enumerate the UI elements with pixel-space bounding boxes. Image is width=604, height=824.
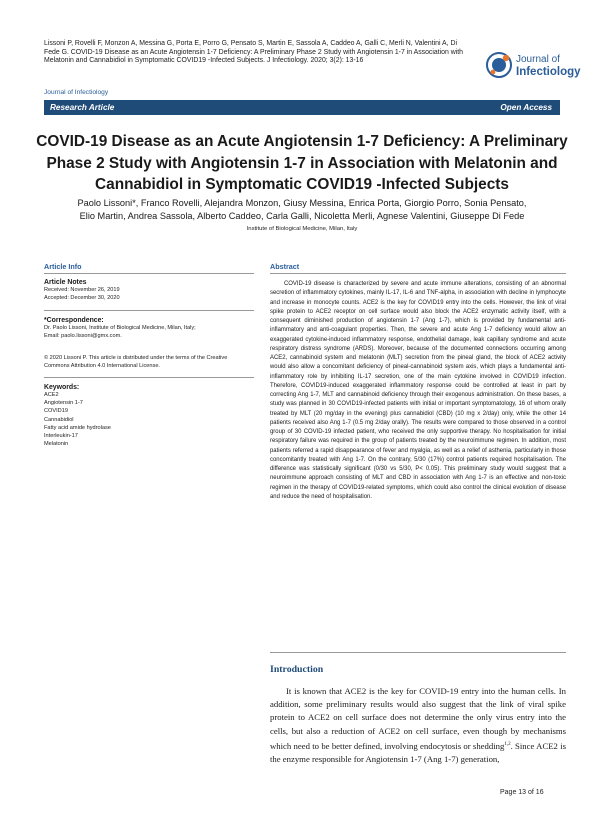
article-notes: [44, 279, 254, 302]
abstract-text: COVID-19 disease is characterized by severe and acute immune alterations, consisting of an abnormal secretion of inflammatory cytokines, mainly IL-17, IL-6 and TNF-alpha, in association with decline in lymphocyte and increase in monocyte counts. ACE2 is the key for COVID19 entry into the cells. However, the link of viral spike protein to ACE2 receptor on cell surface would also block the ACE2 enzymatic activity itself, with a consequent diminished production of angiotensin 1-7 (Ang 1-7), which is provided by fundamental anti-inflammatory and anti-coagulant properties. Then, the severe and acute Ang 1-7 deficiency would allow an exaggerated cytokine-induced inflammatory response, endothelial damage, leak capillary syndrome and acute respiratory distress syndrome (ARDS). Moreover, because of the documented connections occurring among ACE2, cannabinoid system and melatonin (MLT) secretion from the pineal gland, the block of ACE2 activity would also allow a concomitant deficiency of pineal-cannabinoid system axis, which plays a fundamental anti-inflammatory role by inhibiting IL-17 secretion, one of the main cytokine involved in COVID19 infection. Therefore, COVID19-induced exaggerated inflammatory response could be controlled at least in part by correcting Ang 1-7, MLT and cannabinoid deficiency through their exogenous administration. On these bases, a study was planned in 30 COVID19-infected patients with initial or important symptomatology, 16 of whom orally treated by MLT (20 mg/day in the evening) plus cannabidiol (CBD) (10 mg x 2/day) only, while the other 14 patients received also Ang 1-7 (0.5 mg 2/day orally). The results were compared to those observed in a control group of 30 COVID-19 infected patient, who received the only supportive therapy. No hospitalisation for initial respiratory failure was required in the group of patients treated by the neuroimmune regimen. In addition, most patients referred a rapid disappearance of fever and myalgia, as well as a relief of asthenia, particularly in those concomitantly treated with Ang 1-7. On the contrary, 5/30 (17%) control patients required hospitalisation. The difference was statistically significant (0/30 vs 5/30, P< 0.05). This preliminary study would suggest that a neuroimmune approach consisting of MLT and CBD in association with Ang 1-7 is an effective and non-toxic regimen in the therapy of COVID19-related symptoms, which could also control the clinical evolution of disease and reduce the need of hospitalisation.: [270, 281, 566, 500]
logo-line-1: Journal of: [516, 54, 560, 65]
keywords-heading: Keywords:: [44, 384, 80, 391]
keyword-item: Melatonin: [44, 441, 69, 448]
page-number: Page 13 of 16: [500, 789, 544, 796]
access-label: Open Access: [500, 103, 552, 112]
keywords: [44, 384, 254, 448]
divider: [270, 652, 566, 653]
correspondence-email[interactable]: Email: paolo.lissoni@gmx.com.: [44, 333, 122, 340]
author-line-2: Elio Martin, Andrea Sassola, Alberto Caddeo, Carla Galli, Nicoletta Merli, Agnese Valentini, Giuseppe Di Fede: [79, 211, 525, 221]
introduction-heading: Introduction: [270, 664, 324, 675]
article-notes-heading: Article Notes: [44, 279, 87, 286]
divider: [44, 273, 254, 274]
correspondence-address: Dr. Paolo Lissoni, Institute of Biological Medicine, Milan, Italy;: [44, 325, 196, 331]
article-type-banner: [44, 100, 560, 115]
divider: [270, 273, 566, 274]
introduction-text-part-2: . Since ACE2 is the enzyme responsible for Angiotensin 1-7 (Ang 1-7) generation,: [270, 740, 566, 764]
introduction-text-part-1: It is known that ACE2 is the key for COVID-19 entry into the human cells. In addition, some preliminary results would also suggest that the link of viral spike protein to ACE2 on cell surface does not determine the only virus entry into the cells, but also a reduction of ACE2 on cell surface, even though by mechanisms which need to be better defined, involving endocytosis or shedding: [270, 686, 566, 751]
keyword-item: COVID19: [44, 408, 68, 415]
introduction-text: [270, 685, 566, 766]
article-type-label: Research Article: [50, 103, 115, 112]
divider: [44, 377, 254, 378]
journal-link[interactable]: Journal of Infectiology: [44, 89, 109, 96]
keyword-item: Interleukin-17: [44, 433, 78, 440]
author-list: [30, 197, 574, 223]
accepted-date: Accepted: December 30, 2020: [44, 295, 120, 302]
keyword-item: Cannabidiol: [44, 416, 74, 423]
received-date: Received: November 26, 2019: [44, 287, 120, 293]
correspondence-heading: *Correspondence:: [44, 317, 104, 324]
article-info-heading: Article Info: [44, 262, 82, 271]
keyword-item: Angiotensin 1-7: [44, 400, 83, 407]
citation-header: Lissoni P, Rovelli F, Monzon A, Messina G, Porta E, Porro G, Pensato S, Martin E, Sassola A, Caddeo A, Galli C, Merli N, Valentini A, Di Fede G. COVID-19 Disease as an Acute Angiotensin 1-7 Deficiency: A Preliminary Phase 2 Study with Angiotensin 1-7 in Association with Melatonin and Cannabidiol in Symptomatic COVID19 -Infected Subjects. J Infectiology. 2020; 3(2): 13-16: [44, 40, 464, 65]
divider: [44, 310, 254, 311]
citation-reference[interactable]: 1,2: [504, 741, 511, 747]
article-title: COVID-19 Disease as an Acute Angiotensin 1-7 Deficiency: A Preliminary Phase 2 Study with Angiotensin 1-7 in Association with Melatonin and Cannabidiol in Symptomatic COVID19 -Infected Subjects: [36, 133, 568, 193]
keyword-item: Fatty acid amide hydrolase: [44, 424, 111, 431]
keyword-item: ACE2: [44, 392, 59, 398]
abstract-heading: Abstract: [270, 262, 300, 271]
affiliation: Institute of Biological Medicine, Milan, Italy: [246, 226, 358, 232]
author-line-1: Paolo Lissoni*, Franco Rovelli, Alejandra Monzon, Giusy Messina, Enrica Porta, Giorgio Porro, Sonia Pensato,: [77, 198, 527, 208]
correspondence: [44, 317, 254, 340]
license-notice: © 2020 Lissoni P. This article is distributed under the terms of the Creative Commons Attribution 4.0 International License.: [44, 355, 228, 370]
logo-line-2: Infectiology: [516, 66, 581, 78]
journal-logo: [486, 44, 581, 88]
journal-logo-icon: [486, 52, 512, 78]
